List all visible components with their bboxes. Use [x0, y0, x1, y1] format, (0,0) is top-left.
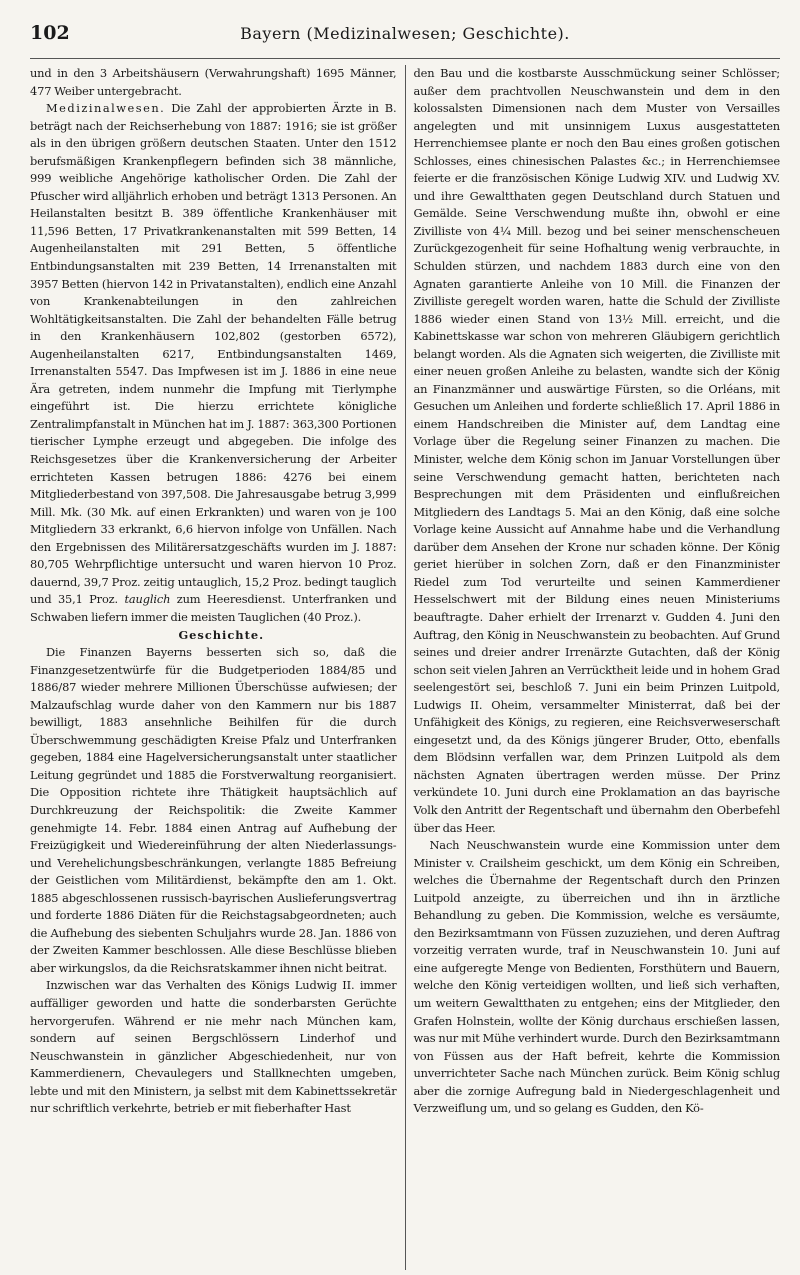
left-column [30, 65, 405, 1265]
lead-word: Medizinalwesen. [46, 101, 166, 116]
paragraph-ludwig: Inzwischen war das Verhalten des Königs Ludwig II. immer auffälliger geworden und hatte die sonderbarsten Gerüchte hervorgerufen. Während er nie mehr nach München kam, sondern auf seinen Bergschlössern Linderhof und Neuschwanstein in gänzlicher Abgeschiedenheit, nur von Kammerdienern, Chevaulegers und Stallknechten umgeben, lebte und mit den Ministern, ja selbst mit dem Kabinettssekretär nur schriftlich verkehrte, betrieb er mit fieberhafter Hast [30, 978, 397, 1116]
paragraph-medizinalwesen [30, 100, 397, 626]
paragraph-continuation: und in den 3 Arbeitshäusern (Verwahrungshaft) 1695 Männer, 477 Weiber untergebracht. [30, 66, 397, 98]
paragraph-text: Die Zahl der approbierten Ärzte in B. beträgt nach der Reichserhebung von 1887: 1916; sie ist größer als in den übrigen größern deutschen Staaten. Unter den 1512 berufsmäßigen Krankenpflegern befinden sich 38 männliche, 999 weibliche Angehörige katholischer Orden. Die Zahl der Pfuscher wird alljährlich erhoben und beträgt 1313 Personen. An Heilanstalten besitzt B. 389 öffentliche Krankenhäuser mit 11,596 Betten, 17 Privatkrankenanstalten mit 599 Betten, 14 Augenheilanstalten mit 291 Betten, 5 öffentliche Entbindungsanstalten mit 239 Betten, 14 Irrenanstalten mit 3957 Betten (hiervon 142 in Privatanstalten), endlich eine Anzahl von Krankenabteilungen in den zahlreichen Wohltätigkeitsanstalten. Die Zahl der behandelten Fälle betrug in den Krankenhäusern 102,802 (gestorben 6572), Augenheilanstalten 6217, Entbindungsanstalten 1469, Irrenanstalten 5547. Das Impfwesen ist im J. 1886 in eine neue Ära getreten, indem nunmehr die Impfung mit Tierlymphe eingeführt ist. Die hierzu errichtete königliche Zentralimpfanstalt in München hat im J. 1887: 363,300 Portionen tierischer Lymphe erzeugt und abgegeben. Die infolge des Reichsgesetzes über die Krankenversicherung der Arbeiter errichteten Kassen betrugen 1886: 4276 bei einem Mitgliederbestand von 397,508. Die Jahresausgabe betrug 3,999 Mill. Mk. (30 Mk. auf einen Erkrankten) und waren von je 100 Mitgliedern 33 erkrankt, 6,6 hiervon infolge von Unfällen. Nach den Ergebnissen des Militärersatzgeschäfts wurden im J. 1887: 80,705 Wehrpflichtige untersucht und waren hiervon 10 Proz. dauernd, 39,7 Proz. zeitig untauglich, 15,2 Proz. bedingt tauglich und 35,1 Proz. [30, 101, 397, 607]
paragraph-schloesser: den Bau und die kostbarste Ausschmückung seiner Schlösser; außer dem prachtvollen Neuschwanstein und dem in den kolossalsten Dimensionen nach dem Muster von Versailles angelegten und mit unsinnigem Luxus ausgestatteten Herrenchiemsee plante er noch den Bau eines großen gotischen Schlosses, eines chinesischen Palastes &c.; in Herrenchiemsee feierte er die französischen Könige Ludwig XIV. und Ludwig XV. und ihre Gewaltthaten gegen Deutschland durch Statuen und Gemälde. Seine Verschwendung mußte ihn, obwohl er eine Zivilliste von 4¼ Mill. bezog und bei seiner menschenscheuen Zurückgezogenheit für seine Hofhaltung wenig verbrauchte, in Schulden stürzen, und nachdem 1883 durch eine von den Agnaten garantierte Anleihe von 10 Mill. die Finanzen der Zivilliste geregelt worden waren, hatte die Schuld der Zivilliste 1886 wieder einen Stand von 13½ Mill. erreicht, und die Kabinettskasse war schon von mehreren Gläubigern gerichtlich belangt worden. Als die Agnaten sich weigerten, die Zivilliste mit einer neuen großen Anleihe zu belasten, wandte sich der König an Finanzmänner und auswärtige Fürsten, so die Orléans, mit Gesuchen um Anleihen und forderte schließlich 17. April 1886 in einem Handschreiben die Minister auf, dem Landtag eine Vorlage über die Regelung seiner Finanzen zu machen. Die Minister, welche dem König schon im Januar Vorstellungen über seine Verschwendung gemacht hatten, berichteten nach Besprechungen mit dem Präsidenten und einflußreichen Mitgliedern des Landtags 5. Mai an den König, daß eine solche Vorlage keine Aussicht auf Annahme habe und die Verhandlung darüber dem Ansehen der Krone nur schaden könne. Der König geriet hierüber in solchen Zorn, daß er den Finanzminister Riedel zum Tod verurteilte und seinen Kammerdiener Hesselschwert mit der Bildung eines neuen Ministeriums beauftragte. Daher erhielt der Irrenarzt v. Gudden 4. Juni den Auftrag, den König in Neuschwanstein zu beobachten. Auf Grund seines und dreier andrer Irrenärzte Gutachten, daß der König schon seit vielen Jahren an Verrücktheit leide und in hohem Grad seelengestört sei, beschloß 7. Juni ein beim Prinzen Luitpold, Ludwigs II. Oheim, versammelter Ministerrat, daß bei der Unfähigkeit des Königs, zu regieren, eine Reichsverweserschaft eingesetzt und, da des Königs jüngerer Bruder, Otto, ebenfalls dem Blödsinn verfallen war, dem Prinzen Luitpold als dem nächsten Agnaten übertragen werden müsse. Der Prinz verkündete 10. Juni durch eine Proklamation an das bayrische Volk den Antritt der Regentschaft und übernahm den Oberbefehl über das Heer. [413, 66, 780, 835]
running-head [30, 22, 780, 59]
section-heading: Geschichte. [178, 627, 265, 642]
italic-word: tauglich [124, 592, 171, 607]
right-column [405, 65, 780, 1265]
running-title: Bayern (Medizinalwesen; Geschichte). [240, 24, 570, 43]
paragraph-kommission: Nach Neuschwanstein wurde eine Kommission unter dem Minister v. Crailsheim geschickt, um dem König ein Schreiben, welches die Übernahme der Regentschaft durch den Prinzen Luitpold anzeigte, zu überreichen und ihn in ärztliche Behandlung zu geben. Die Kommission, welche es versäumte, den Bezirksamtmann von Füssen zuzuziehen, und deren Auftrag vorzeitig verraten wurde, traf in Neuschwanstein 10. Juni auf eine aufgeregte Menge von Bedienten, Forsthütern und Bauern, welche den König verteidigen wollten, und ließ sich verhaften, um weitern Gewaltthaten zu entgehen; eins der Mitglieder, den Grafen Holnstein, wollte der König durchaus erschießen lassen, was nur mit Mühe verhindert wurde. Durch den Bezirksamtmann von Füssen aus der Haft befreit, kehrte die Kommission unverrichteter Sache nach München zurück. Beim König schlug aber die zornige Aufregung bald in Niedergeschlagenheit und Verzweiflung um, und so gelang es Gudden, den Kö- [413, 838, 780, 1116]
paragraph-text-end: zum Heeresdienst. Unterfranken und Schwaben liefern immer die meisten Tauglichen (40 Proz.). [30, 592, 397, 624]
page-number: 102 [30, 22, 70, 44]
paragraph-finanzen: Die Finanzen Bayerns besserten sich so, daß die Finanzgesetzentwürfe für die Budgetperioden 1884/85 und 1886/87 wieder mehrere Millionen Überschüsse aufwiesen; der Malzaufschlag wurde daher von den Kammern nur bis 1887 bewilligt, 1883 ansehnliche Beihilfen für die durch Überschwemmung geschädigten Kreise Pfalz und Unterfranken gegeben, 1884 eine Hagelversicherungsanstalt unter staatlicher Leitung gegründet und 1885 die Forstverwaltung reorganisiert. Die Opposition richtete ihre Thätigkeit hauptsächlich auf Durchkreuzung der Reichspolitik: die Zweite Kammer genehmigte 14. Febr. 1884 einen Antrag auf Aufhebung der Freizügigkeit und Wiedereinführung der alten Niederlassungs- und Verehelichungsbeschränkungen, verlangte 1885 Befreiung der Geistlichen vom Militärdienst, bekämpfte den am 1. Okt. 1885 abgeschlossenen russisch-bayrischen Auslieferungsvertrag und forderte 1886 Diäten für die Reichstagsabgeordneten; auch die Aufhebung des siebenten Schuljahrs wurde 28. Jan. 1886 von der Zweiten Kammer beschlossen. Alle diese Beschlüsse blieben aber wirkungslos, da die Reichsratskammer ihnen nicht beitrat. [30, 645, 397, 975]
text-columns [30, 65, 780, 1270]
